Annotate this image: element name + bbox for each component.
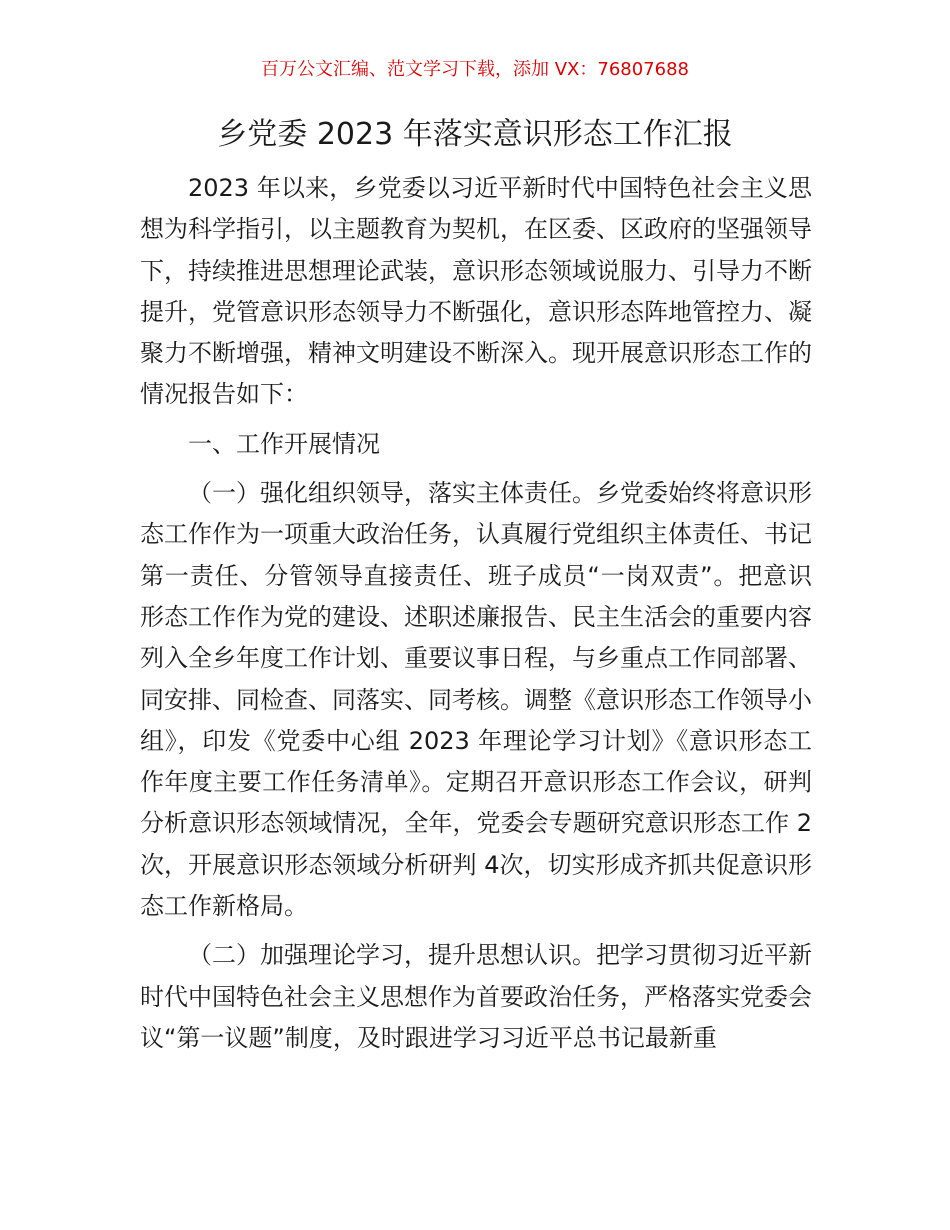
paragraph-organization-leadership: （一）强化组织领导，落实主体责任。乡党委始终将意识形态工作作为一项重大政治任务，认真履行党组织主体责任、书记第一责任、分管领导直接责任、班子成员“一岗双责”。把意识形态工作作为党的建设、述职述廉报告、民主生活会的重要内容列入全乡年度工作计划、重要议事日程，与乡重点工作同部署、同安排、同检查、同落实、同考核。调整《意识形态工作领导小组》，印发《党委中心组 2023 年理论学习计划》《意识形态工作年度主要工作任务清单》。定期召开意识形态工作会议，研判分析意识形态领域情况，全年，党委会专题研究意识形态工作 2 次，开展意识形态领域分析研判 4次，切实形成齐抓共促意识形态工作新格局。 bbox=[140, 479, 812, 921]
document-body bbox=[140, 168, 812, 1059]
paragraph-theory-study: （二）加强理论学习，提升思想认识。把学习贯彻习近平新时代中国特色社会主义思想作为首要政治任务，严格落实党委会议“第一议题”制度，及时跟进学习习近平总书记最新重 bbox=[140, 941, 812, 1052]
section-heading-work-status: 一、工作开展情况 bbox=[188, 429, 380, 458]
watermark-header-note: 百万公文汇编、范文学习下载，添加 VX：76807688 bbox=[261, 59, 689, 80]
document-title: 乡党委 2023 年落实意识形态工作汇报 bbox=[217, 117, 733, 152]
paragraph-intro: 2023 年以来，乡党委以习近平新时代中国特色社会主义思想为科学指引，以主题教育为契机，在区委、区政府的坚强领导下，持续推进思想理论武装，意识形态领域说服力、引导力不断提升，党管意识形态领导力不断强化，意识形态阵地管控力、凝聚力不断增强，精神文明建设不断深入。现开展意识形态工作的情况报告如下： bbox=[140, 174, 812, 409]
